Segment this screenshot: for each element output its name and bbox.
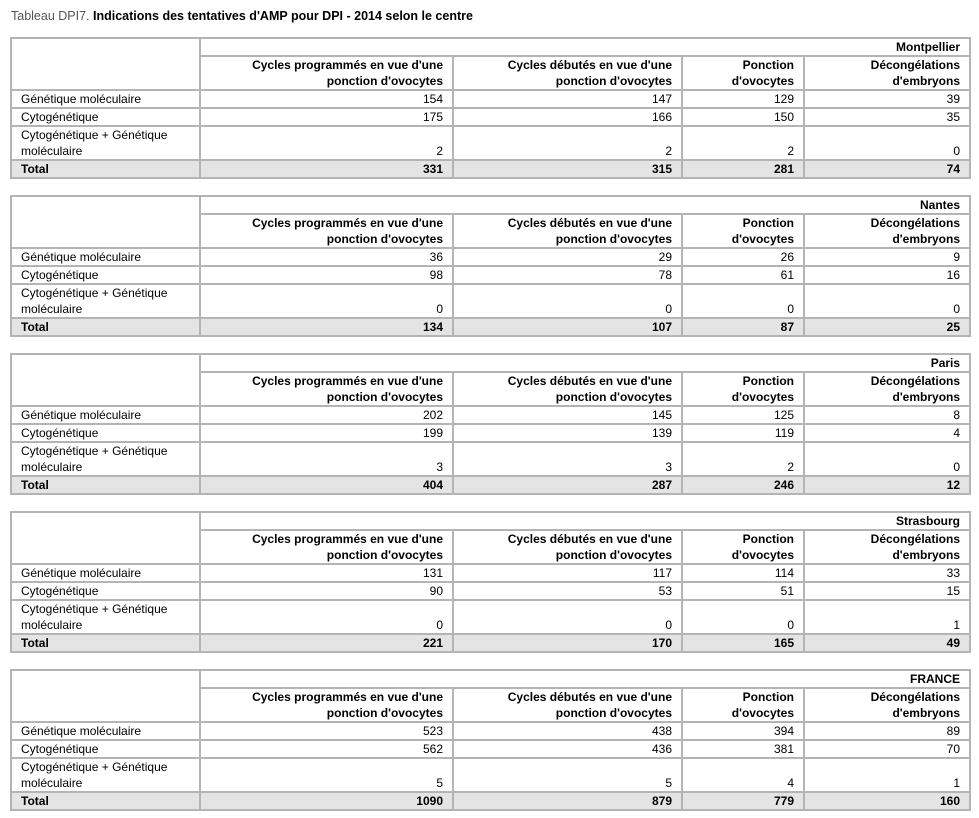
cell-decongelations: 1 [804,758,970,792]
cell-decongelations: 15 [804,582,970,600]
total-cycles-debutes: 170 [453,634,682,652]
total-row [11,792,970,810]
total-label: Total [11,476,200,494]
cell-ponction: 26 [682,248,804,266]
column-header-decongelations: Décongélations d'embryons [804,372,970,406]
total-cycles-programmes: 1090 [200,792,453,810]
total-row [11,160,970,178]
cell-cycles-programmes: 199 [200,424,453,442]
cell-ponction: 61 [682,266,804,284]
row-label: Cytogénétique + Génétique moléculaire [11,126,200,160]
cell-cycles-programmes: 202 [200,406,453,424]
table-paris [10,353,971,495]
cell-ponction: 119 [682,424,804,442]
table-france [10,669,971,811]
cell-cycles-debutes: 78 [453,266,682,284]
total-ponction: 246 [682,476,804,494]
cell-cycles-debutes: 145 [453,406,682,424]
center-name: Strasbourg [200,512,970,530]
total-cycles-programmes: 134 [200,318,453,336]
column-header-cycles-debutes: Cycles débutés en vue d'une ponction d'ovocytes [453,530,682,564]
total-label: Total [11,634,200,652]
table-row [11,564,970,582]
row-label: Cytogénétique + Génétique moléculaire [11,758,200,792]
row-label: Cytogénétique [11,424,200,442]
table-row [11,284,970,318]
row-label: Génétique moléculaire [11,248,200,266]
row-label: Cytogénétique + Génétique moléculaire [11,600,200,634]
total-row [11,318,970,336]
cell-ponction: 4 [682,758,804,792]
center-header-row [11,670,970,688]
column-header-row [11,214,970,248]
table-row [11,740,970,758]
cell-cycles-debutes: 147 [453,90,682,108]
column-header-ponction: Ponction d'ovocytes [682,214,804,248]
column-header-row [11,530,970,564]
cell-cycles-programmes: 5 [200,758,453,792]
cell-cycles-debutes: 139 [453,424,682,442]
center-name: Nantes [200,196,970,214]
total-decongelations: 25 [804,318,970,336]
cell-decongelations: 89 [804,722,970,740]
corner-cell [11,196,200,214]
total-label: Total [11,160,200,178]
cell-decongelations: 35 [804,108,970,126]
table-row [11,582,970,600]
column-header-ponction: Ponction d'ovocytes [682,56,804,90]
total-cycles-debutes: 287 [453,476,682,494]
table-row [11,248,970,266]
cell-decongelations: 0 [804,126,970,160]
table-row [11,108,970,126]
cell-decongelations: 16 [804,266,970,284]
column-header-decongelations: Décongélations d'embryons [804,56,970,90]
total-cycles-programmes: 221 [200,634,453,652]
table-strasbourg [10,511,971,653]
total-row [11,476,970,494]
corner-cell [11,670,200,688]
cell-cycles-debutes: 29 [453,248,682,266]
cell-cycles-debutes: 2 [453,126,682,160]
column-header-cycles-programmes: Cycles programmés en vue d'une ponction d'ovocytes [200,530,453,564]
cell-decongelations: 4 [804,424,970,442]
cell-decongelations: 70 [804,740,970,758]
cell-cycles-programmes: 175 [200,108,453,126]
total-decongelations: 49 [804,634,970,652]
total-ponction: 165 [682,634,804,652]
row-label: Cytogénétique [11,108,200,126]
table-row [11,722,970,740]
cell-ponction: 129 [682,90,804,108]
center-header-row [11,354,970,372]
column-header-cycles-debutes: Cycles débutés en vue d'une ponction d'ovocytes [453,214,682,248]
cell-ponction: 381 [682,740,804,758]
column-header-decongelations: Décongélations d'embryons [804,530,970,564]
cell-decongelations: 39 [804,90,970,108]
cell-ponction: 150 [682,108,804,126]
column-header-ponction: Ponction d'ovocytes [682,530,804,564]
total-ponction: 779 [682,792,804,810]
row-label: Cytogénétique [11,740,200,758]
cell-cycles-programmes: 2 [200,126,453,160]
corner-cell [11,354,200,372]
cell-cycles-debutes: 53 [453,582,682,600]
cell-ponction: 0 [682,600,804,634]
column-header-cycles-programmes: Cycles programmés en vue d'une ponction d'ovocytes [200,372,453,406]
total-decongelations: 160 [804,792,970,810]
title-prefix: Tableau DPI7. [11,9,90,23]
row-label: Cytogénétique [11,582,200,600]
row-label: Génétique moléculaire [11,406,200,424]
table-montpellier [10,37,971,179]
total-row [11,634,970,652]
cell-cycles-debutes: 117 [453,564,682,582]
column-header-row [11,688,970,722]
center-name: Paris [200,354,970,372]
cell-cycles-programmes: 3 [200,442,453,476]
cell-ponction: 2 [682,126,804,160]
column-header-row [11,56,970,90]
table-row [11,424,970,442]
center-header-row [11,512,970,530]
total-cycles-programmes: 404 [200,476,453,494]
center-header-row [11,196,970,214]
table-row [11,442,970,476]
cell-cycles-programmes: 154 [200,90,453,108]
cell-ponction: 394 [682,722,804,740]
total-decongelations: 12 [804,476,970,494]
cell-decongelations: 8 [804,406,970,424]
total-cycles-debutes: 107 [453,318,682,336]
document-title [11,9,473,23]
table-row [11,600,970,634]
row-label: Cytogénétique [11,266,200,284]
cell-cycles-debutes: 166 [453,108,682,126]
column-header-ponction: Ponction d'ovocytes [682,688,804,722]
total-ponction: 281 [682,160,804,178]
column-header-cycles-programmes: Cycles programmés en vue d'une ponction d'ovocytes [200,56,453,90]
cell-ponction: 51 [682,582,804,600]
cell-ponction: 114 [682,564,804,582]
cell-cycles-debutes: 5 [453,758,682,792]
column-header-decongelations: Décongélations d'embryons [804,214,970,248]
title-text: Indications des tentatives d'AMP pour DPI - 2014 selon le centre [93,9,473,23]
total-label: Total [11,318,200,336]
cell-cycles-programmes: 523 [200,722,453,740]
center-name: Montpellier [200,38,970,56]
cell-cycles-programmes: 98 [200,266,453,284]
cell-ponction: 0 [682,284,804,318]
cell-cycles-programmes: 131 [200,564,453,582]
cell-cycles-programmes: 0 [200,600,453,634]
column-header-row [11,372,970,406]
row-label-header [11,214,200,248]
total-cycles-programmes: 331 [200,160,453,178]
row-label-header [11,530,200,564]
cell-decongelations: 1 [804,600,970,634]
column-header-cycles-debutes: Cycles débutés en vue d'une ponction d'ovocytes [453,56,682,90]
cell-ponction: 2 [682,442,804,476]
cell-decongelations: 33 [804,564,970,582]
cell-decongelations: 9 [804,248,970,266]
row-label: Génétique moléculaire [11,564,200,582]
table-row [11,266,970,284]
cell-cycles-debutes: 436 [453,740,682,758]
cell-cycles-programmes: 0 [200,284,453,318]
total-cycles-debutes: 879 [453,792,682,810]
cell-cycles-programmes: 36 [200,248,453,266]
row-label-header [11,372,200,406]
total-ponction: 87 [682,318,804,336]
column-header-ponction: Ponction d'ovocytes [682,372,804,406]
cell-cycles-debutes: 0 [453,600,682,634]
cell-cycles-debutes: 438 [453,722,682,740]
cell-ponction: 125 [682,406,804,424]
column-header-cycles-debutes: Cycles débutés en vue d'une ponction d'ovocytes [453,372,682,406]
table-row [11,758,970,792]
corner-cell [11,512,200,530]
row-label: Cytogénétique + Génétique moléculaire [11,284,200,318]
total-decongelations: 74 [804,160,970,178]
table-row [11,406,970,424]
row-label: Génétique moléculaire [11,722,200,740]
table-row [11,126,970,160]
cell-cycles-debutes: 3 [453,442,682,476]
row-label: Cytogénétique + Génétique moléculaire [11,442,200,476]
cell-cycles-debutes: 0 [453,284,682,318]
column-header-decongelations: Décongélations d'embryons [804,688,970,722]
corner-cell [11,38,200,56]
cell-decongelations: 0 [804,284,970,318]
total-label: Total [11,792,200,810]
table-nantes [10,195,971,337]
column-header-cycles-programmes: Cycles programmés en vue d'une ponction d'ovocytes [200,688,453,722]
column-header-cycles-debutes: Cycles débutés en vue d'une ponction d'ovocytes [453,688,682,722]
row-label-header [11,56,200,90]
row-label: Génétique moléculaire [11,90,200,108]
column-header-cycles-programmes: Cycles programmés en vue d'une ponction d'ovocytes [200,214,453,248]
cell-cycles-programmes: 90 [200,582,453,600]
total-cycles-debutes: 315 [453,160,682,178]
row-label-header [11,688,200,722]
center-header-row [11,38,970,56]
cell-cycles-programmes: 562 [200,740,453,758]
center-name: FRANCE [200,670,970,688]
table-row [11,90,970,108]
cell-decongelations: 0 [804,442,970,476]
